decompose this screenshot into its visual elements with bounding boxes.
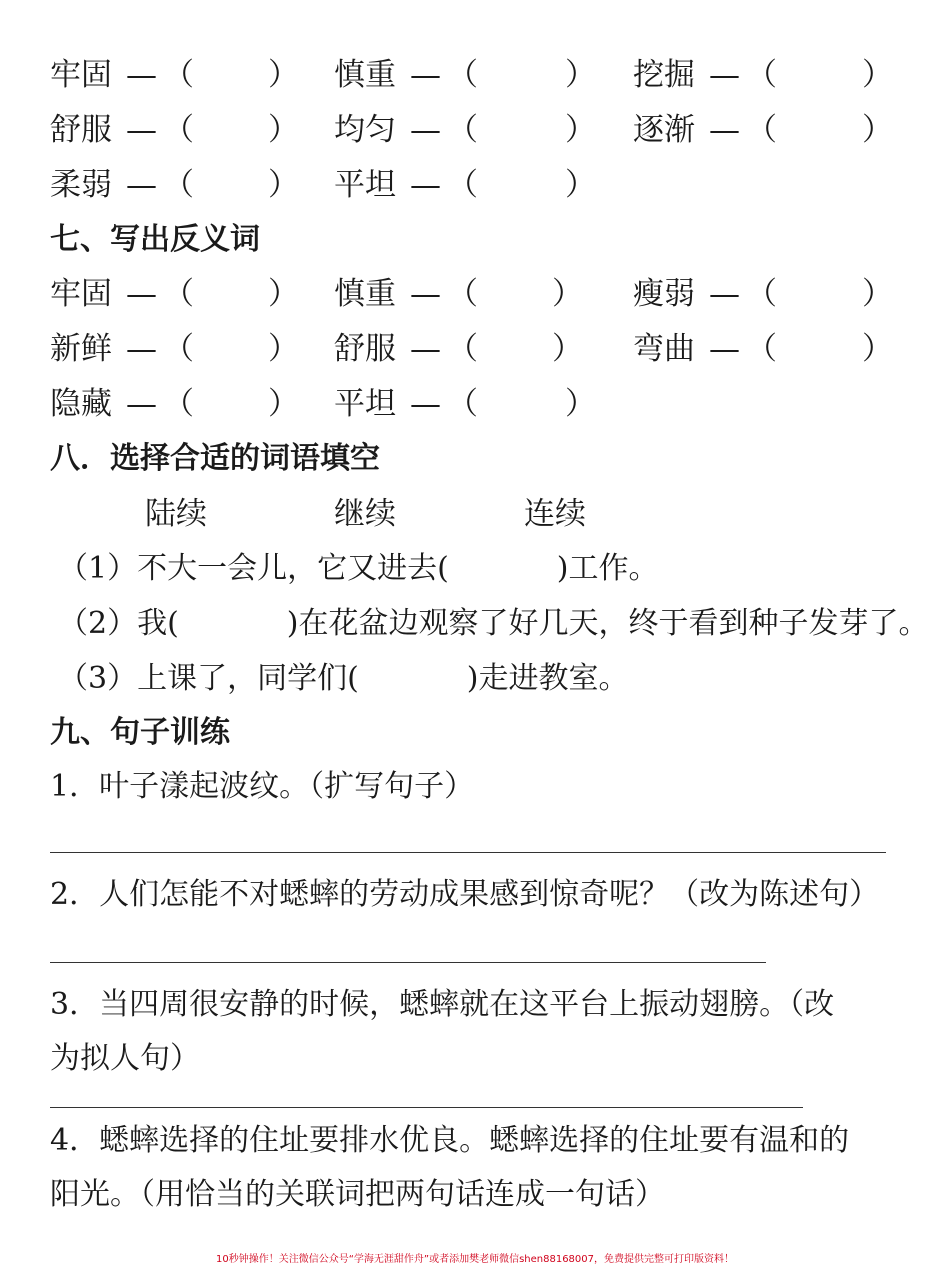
answer-line[interactable]	[50, 1107, 803, 1108]
question-4: 4．蟋蟀选择的住址要排水优良。蟋蟀选择的住址要有温和的 阳光。（用恰当的关联词把两句话连成一句话）	[50, 1123, 850, 1212]
right-paren: ）	[268, 57, 299, 93]
choice-word: 继续	[334, 496, 396, 532]
question-3: 3．当四周很安静的时候，蟋蟀就在这平台上振动翅膀。（改 为拟人句）	[50, 987, 835, 1076]
right-paren: ）	[565, 57, 596, 93]
answer-line[interactable]	[50, 962, 766, 963]
question-2: 2．人们怎能不对蟋蟀的劳动成果感到惊奇呢？（改为陈述句）	[50, 877, 880, 912]
fill-item-1: （1）不大一会儿，它又进去( )工作。	[58, 551, 659, 586]
right-paren: ）	[862, 57, 893, 93]
fill-item-3: （3）上课了，同学们( )走进教室。	[58, 661, 629, 696]
pair-2: 慎重 — （	[334, 57, 478, 93]
footer-notice: 10秒钟操作！关注微信公众号“学海无涯甜作舟”或者添加樊老师微信shen88168007，免费提供完整可打印版资料！	[215, 1254, 735, 1265]
fill-item-2: （2）我( )在花盆边观察了好几天，终于看到种子发芽了。	[58, 606, 929, 641]
word-row: 柔弱 — （ ） 平坦 — （ ）	[50, 167, 596, 203]
choice-word: 陆续	[145, 496, 207, 532]
pair-1: 牢固 — （	[50, 57, 194, 93]
section-7-heading: 七、写出反义词	[50, 222, 260, 257]
answer-line[interactable]	[50, 852, 886, 853]
word-row: 牢固 — （ ） 慎重 — （ ） 瘦弱 — （ ）	[50, 276, 893, 312]
word-row: 新鲜 — （ ） 舒服 — （ ） 弯曲 — （ ）	[50, 331, 893, 367]
word-row: 隐藏 — （ ） 平坦 — （ ）	[50, 386, 596, 422]
choice-word: 连续	[524, 496, 586, 532]
section-8-heading: 八．选择合适的词语填空	[50, 441, 380, 476]
word-row	[0, 55, 950, 95]
pair-3: 挖掘 — （	[633, 57, 777, 93]
question-1: 1．叶子漾起波纹。（扩写句子）	[50, 769, 475, 804]
word-row: 舒服 — （ ） 均匀 — （ ） 逐渐 — （ ）	[50, 112, 893, 148]
section-9-heading: 九、句子训练	[50, 715, 230, 750]
